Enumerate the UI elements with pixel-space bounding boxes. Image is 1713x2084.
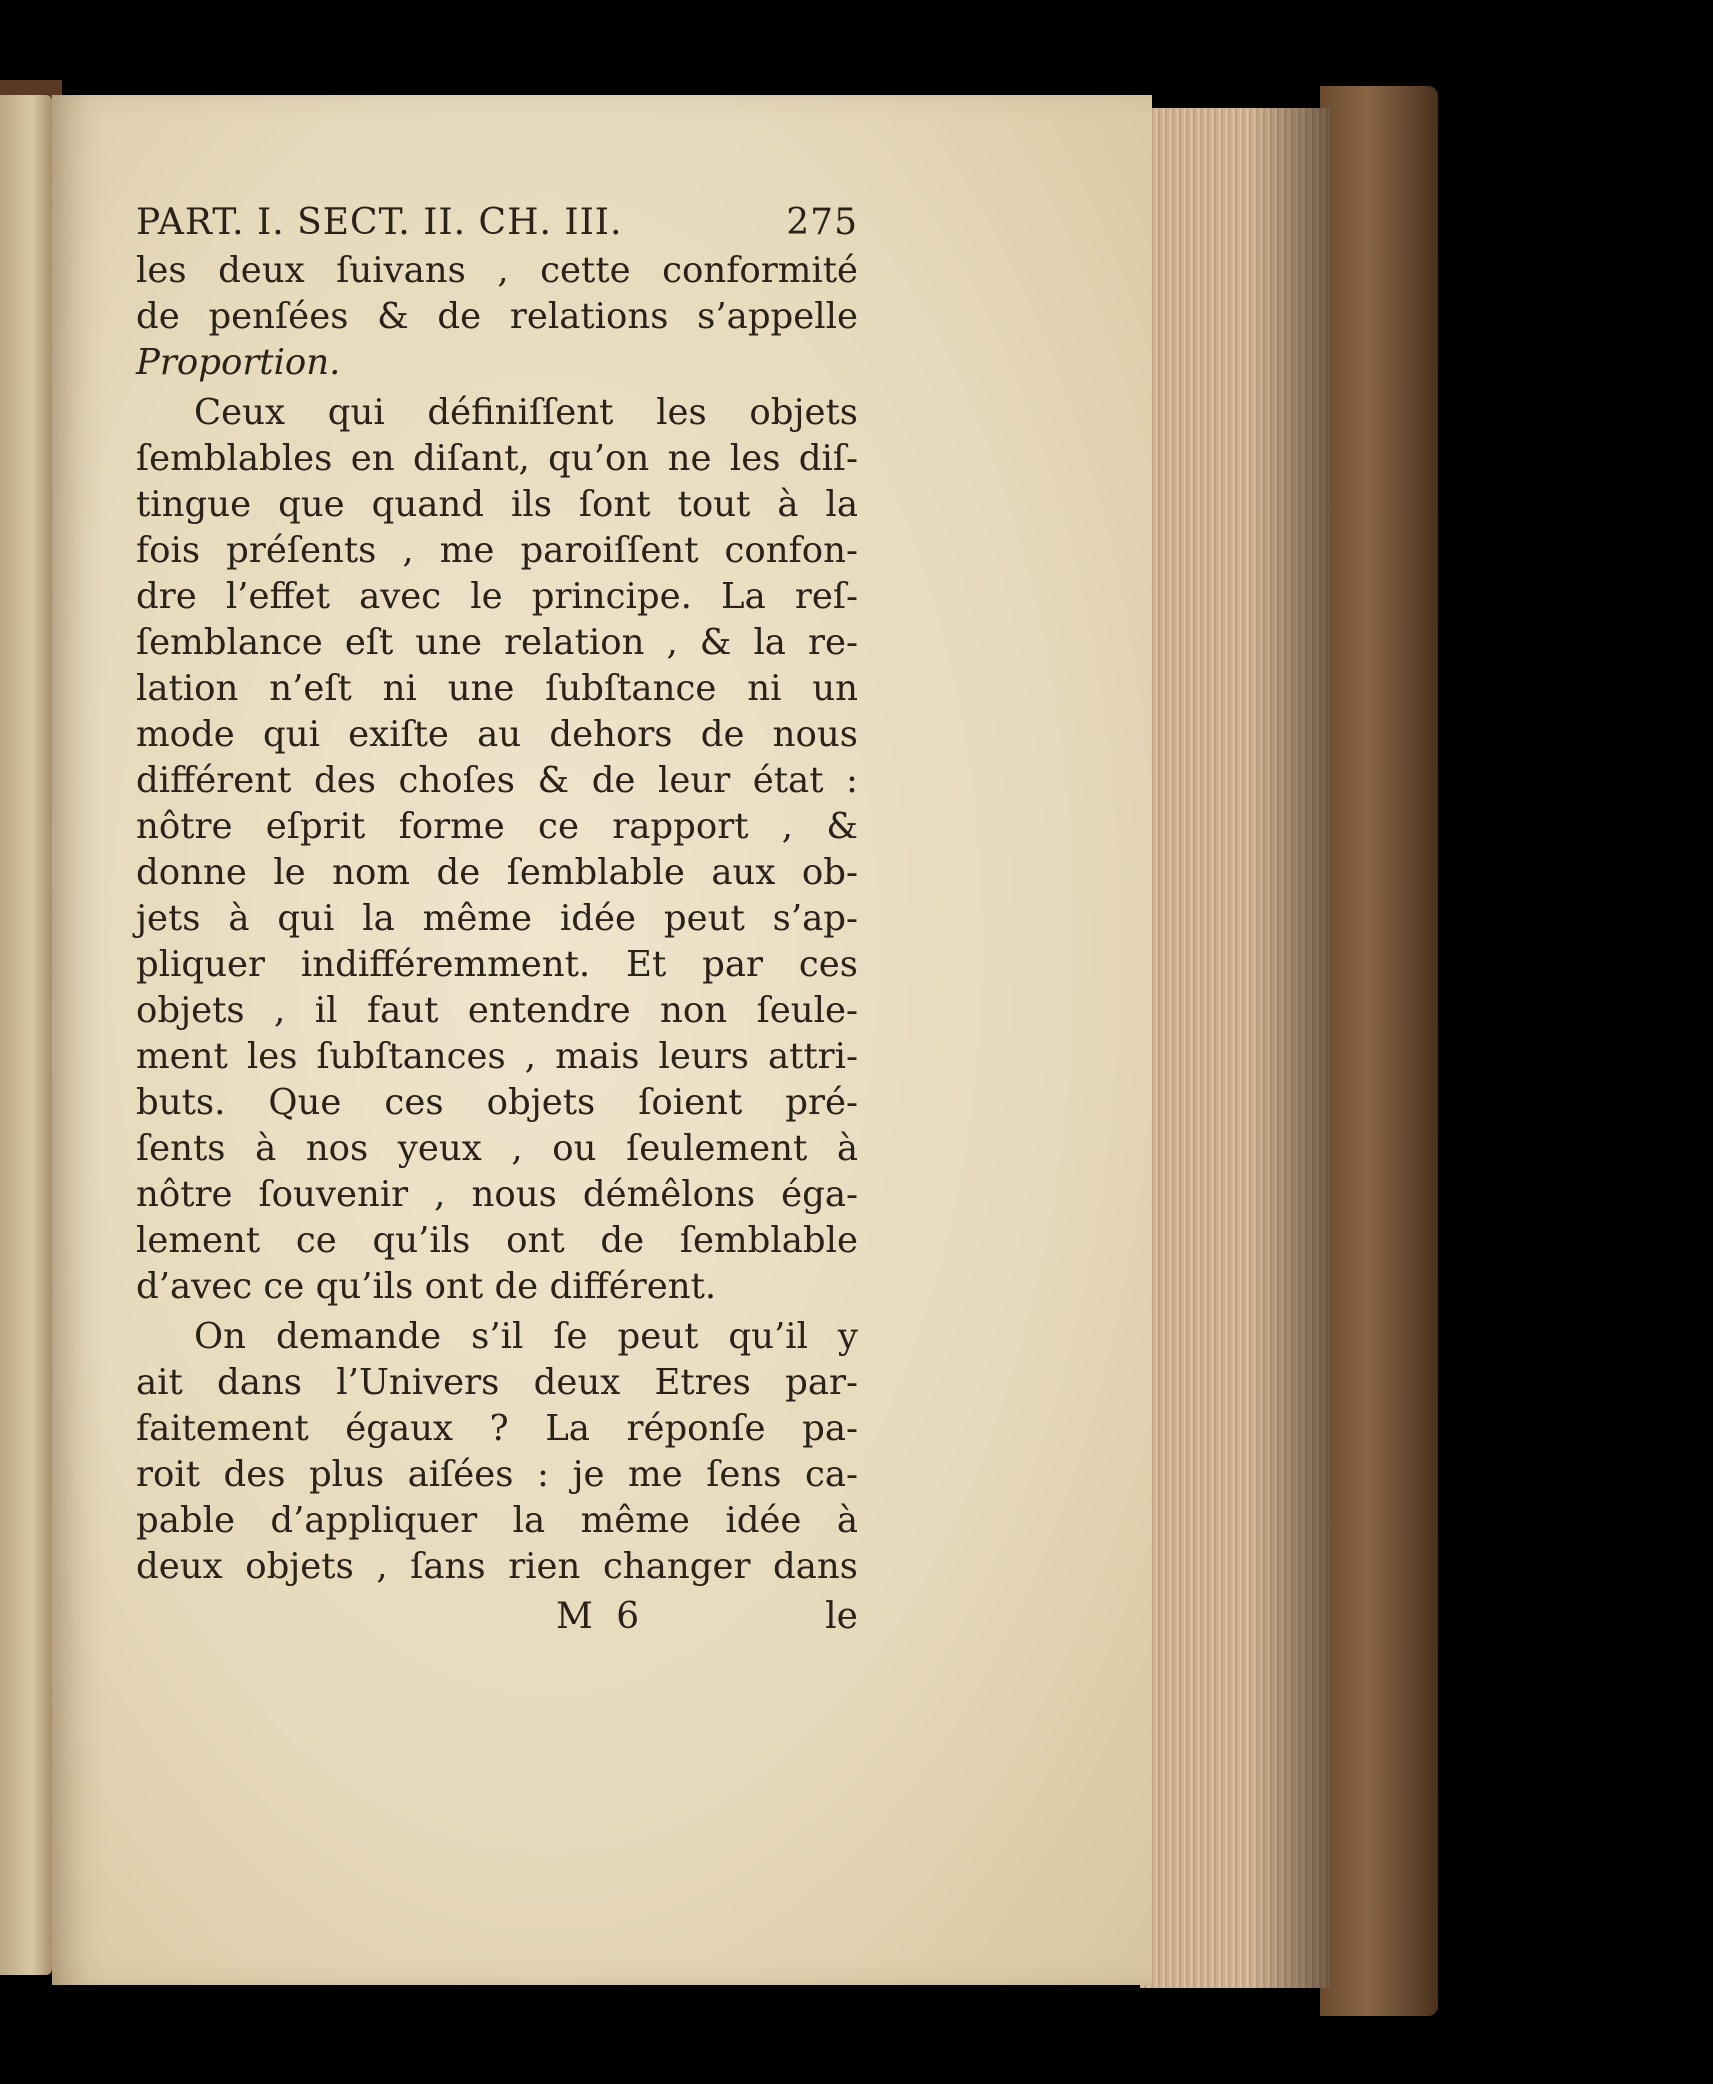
text-line: Proportion. xyxy=(136,342,341,383)
text-line: roit des plus aiſées : je me ſens ca- xyxy=(136,1454,858,1495)
body-text xyxy=(136,248,858,1590)
text-line: nôtre eſprit forme ce rapport , & xyxy=(136,806,858,847)
text-line: ſents à nos yeux , ou ſeulement à xyxy=(136,1128,858,1169)
text-line: ſemblance eſt une relation , & la re- xyxy=(136,622,858,663)
text-line: différent des choſes & de leur état : xyxy=(136,760,858,801)
text-line: mode qui exiſte au dehors de nous xyxy=(136,714,858,755)
text-line: les deux ſuivans , cette conformité xyxy=(136,250,858,291)
page-number: 275 xyxy=(786,202,858,243)
text-line: de penſées & de relations s’appelle xyxy=(136,296,858,337)
signature-mark: M 6 xyxy=(555,1596,646,1637)
page-footer xyxy=(136,1594,858,1640)
text-line: pable d’appliquer la même idée à xyxy=(136,1500,858,1541)
running-head-title: PART. I. SECT. II. CH. III. xyxy=(136,202,623,243)
text-line: dre l’effet avec le principe. La reſ- xyxy=(136,576,858,617)
facing-page-sliver xyxy=(0,95,52,1975)
text-line: ment les ſubſtances , mais leurs attri- xyxy=(136,1036,858,1077)
text-line: ſemblables en diſant, qu’on ne les diſ- xyxy=(136,438,858,479)
text-line: tingue que quand ils ſont tout à la xyxy=(136,484,858,525)
text-line: Ceux qui définiſſent les objets xyxy=(194,392,858,433)
text-line: nôtre ſouvenir , nous démêlons éga- xyxy=(136,1174,858,1215)
text-line: ait dans l’Univers deux Etres par- xyxy=(136,1362,858,1403)
text-line: donne le nom de ſemblable aux ob- xyxy=(136,852,858,893)
page-edges-shadow xyxy=(1250,108,1330,1988)
text-line: buts. Que ces objets ſoient pré- xyxy=(136,1082,858,1123)
text-line: lation n’eſt ni une ſubſtance ni un xyxy=(136,668,858,709)
text-line: pliquer indifféremment. Et par ces xyxy=(136,944,858,985)
catchword: le xyxy=(825,1596,858,1637)
text-line: fois préſents , me paroiſſent confon- xyxy=(136,530,858,571)
page-text xyxy=(136,200,858,1640)
text-line: objets , il faut entendre non ſeule- xyxy=(136,990,858,1031)
text-line: lement ce qu’ils ont de ſemblable xyxy=(136,1220,858,1261)
book-back-cover xyxy=(1320,86,1438,2016)
text-line: jets à qui la même idée peut s’ap- xyxy=(136,898,858,939)
text-line: deux objets , ſans rien changer dans xyxy=(136,1546,858,1587)
running-head xyxy=(136,200,858,246)
text-line: d’avec ce qu’ils ont de différent. xyxy=(136,1266,717,1307)
text-line: faitement égaux ? La réponſe pa- xyxy=(136,1408,858,1449)
text-line: On demande s’il ſe peut qu’il y xyxy=(194,1316,858,1357)
